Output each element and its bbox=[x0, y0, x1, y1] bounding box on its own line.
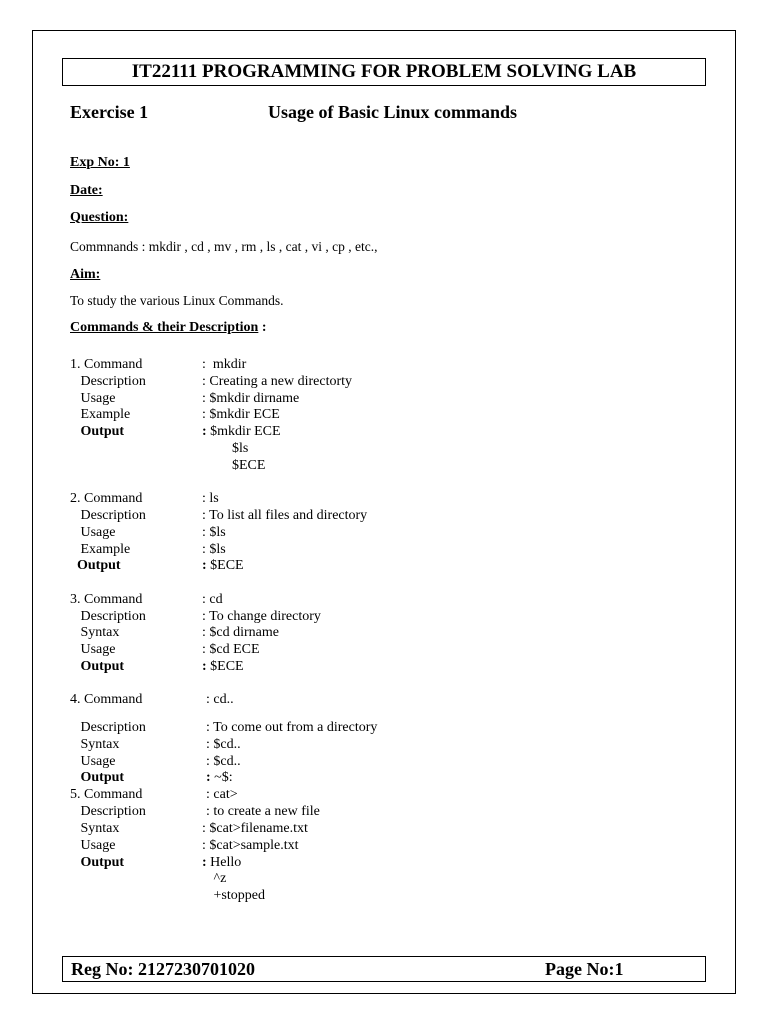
reg-number: Reg No: 2127230701020 bbox=[71, 959, 255, 979]
command-row-key: 1. Command bbox=[70, 357, 143, 372]
command-row bbox=[70, 786, 670, 803]
command-row-key: Description bbox=[70, 508, 146, 523]
aim-label: Aim: bbox=[70, 267, 101, 282]
command-row-key: Output bbox=[70, 424, 125, 439]
output-value: $mkdir ECE bbox=[206, 424, 281, 439]
exp-no-label: Exp No: 1 bbox=[70, 155, 130, 170]
output-colon: : bbox=[202, 558, 207, 573]
command-row bbox=[70, 803, 670, 820]
command-row-key: Syntax bbox=[70, 737, 120, 752]
command-row-value: : $cd ECE bbox=[202, 642, 260, 657]
command-row bbox=[70, 423, 670, 440]
command-row bbox=[70, 356, 670, 373]
output-value: ~$: bbox=[210, 770, 233, 785]
command-row bbox=[70, 658, 670, 675]
command-row-key: Output bbox=[70, 558, 121, 573]
output-colon: : bbox=[202, 855, 207, 870]
command-row-value bbox=[202, 557, 244, 574]
command-row-key: Syntax bbox=[70, 821, 120, 836]
course-title-text: IT22111 PROGRAMMING FOR PROBLEM SOLVING LAB bbox=[131, 61, 637, 82]
exercise-number: Exercise 1 bbox=[70, 102, 149, 122]
command-row bbox=[70, 608, 670, 625]
command-row-key: Description bbox=[70, 804, 146, 819]
command-row bbox=[70, 507, 670, 524]
command-row-key: Description bbox=[70, 720, 146, 735]
command-row-key: 4. Command bbox=[70, 692, 143, 707]
command-row-value: : mkdir bbox=[202, 357, 247, 372]
footer bbox=[62, 956, 706, 982]
command-row-key: 3. Command bbox=[70, 592, 143, 607]
output-colon: : bbox=[202, 424, 207, 439]
commands-heading-text: Commands & their Description bbox=[70, 320, 259, 335]
command-row-value: : ls bbox=[202, 491, 219, 506]
command-row-value: : $cat>filename.txt bbox=[202, 821, 308, 836]
command-row-value bbox=[202, 854, 241, 871]
command-row-value: : To come out from a directory bbox=[206, 720, 378, 735]
command-row bbox=[70, 541, 670, 558]
command-row-value: $ls bbox=[218, 441, 249, 456]
command-row-value: +stopped bbox=[210, 888, 265, 903]
command-row-value bbox=[202, 658, 244, 675]
command-row bbox=[70, 373, 670, 390]
page-number: Page No:1 bbox=[545, 959, 624, 979]
command-row-key: Example bbox=[70, 542, 131, 557]
command-row bbox=[70, 557, 670, 574]
command-row-value: : to create a new file bbox=[206, 804, 320, 819]
command-row-key: Syntax bbox=[70, 625, 120, 640]
commands-heading-suffix: : bbox=[258, 320, 267, 335]
command-row-value: : cat> bbox=[206, 787, 238, 802]
date-label: Date: bbox=[70, 183, 103, 198]
command-row-value: : $cd.. bbox=[206, 737, 241, 752]
command-row bbox=[70, 390, 670, 407]
command-row-value: : cd bbox=[202, 592, 223, 607]
output-value: Hello bbox=[206, 855, 242, 870]
command-row-key: Usage bbox=[70, 642, 116, 657]
command-row bbox=[70, 887, 670, 904]
command-row-key: Description bbox=[70, 374, 146, 389]
command-row-key: Usage bbox=[70, 391, 116, 406]
command-row-key: Usage bbox=[70, 754, 116, 769]
command-row-key: Usage bbox=[70, 525, 116, 540]
command-row bbox=[70, 769, 670, 786]
course-title bbox=[62, 58, 706, 86]
command-row bbox=[70, 837, 670, 854]
command-row-value: : To list all files and directory bbox=[202, 508, 368, 523]
question-label: Question: bbox=[70, 210, 129, 225]
exercise-title: Usage of Basic Linux commands bbox=[268, 102, 518, 122]
command-row-value: : $cd.. bbox=[206, 754, 241, 769]
command-row-value: $ECE bbox=[218, 458, 266, 473]
command-row-value bbox=[202, 423, 281, 440]
command-row bbox=[70, 591, 670, 608]
command-row-key: Example bbox=[70, 407, 131, 422]
aim-text: To study the various Linux Commands. bbox=[70, 293, 284, 308]
command-row-value: ^z bbox=[210, 871, 227, 886]
command-row bbox=[70, 406, 670, 423]
output-value: $ECE bbox=[206, 558, 244, 573]
command-row-key: Output bbox=[70, 659, 125, 674]
command-row bbox=[70, 624, 670, 641]
command-row bbox=[70, 719, 670, 736]
command-row-key: 5. Command bbox=[70, 787, 143, 802]
command-row bbox=[70, 820, 670, 837]
command-row bbox=[70, 691, 670, 708]
commands-heading bbox=[70, 320, 267, 336]
command-row bbox=[70, 457, 670, 474]
command-row bbox=[70, 854, 670, 871]
command-row-value: : $cd dirname bbox=[202, 625, 279, 640]
command-row-key: Output bbox=[70, 770, 125, 785]
command-row bbox=[70, 524, 670, 541]
command-row bbox=[70, 440, 670, 457]
output-colon: : bbox=[202, 659, 207, 674]
command-row bbox=[70, 641, 670, 658]
question-text: Commnands : mkdir , cd , mv , rm , ls , cat , vi , cp , etc., bbox=[70, 239, 378, 254]
command-row bbox=[70, 490, 670, 507]
command-row-key: 2. Command bbox=[70, 491, 143, 506]
command-row-value: : Creating a new directorty bbox=[202, 374, 353, 389]
command-row-key: Usage bbox=[70, 838, 116, 853]
command-row-value: : $cat>sample.txt bbox=[202, 838, 299, 853]
command-row bbox=[70, 753, 670, 770]
command-row-value: : $mkdir dirname bbox=[202, 391, 300, 406]
output-colon: : bbox=[206, 770, 211, 785]
command-row-key: Description bbox=[70, 609, 146, 624]
command-row-value bbox=[206, 769, 233, 786]
command-row-value: : $ls bbox=[202, 542, 226, 557]
command-row-value: : cd.. bbox=[206, 692, 234, 707]
command-row bbox=[70, 870, 670, 887]
command-row-value: : $ls bbox=[202, 525, 226, 540]
command-row bbox=[70, 736, 670, 753]
command-row-key: Output bbox=[70, 855, 125, 870]
command-row-value: : $mkdir ECE bbox=[202, 407, 280, 422]
command-row-value: : To change directory bbox=[202, 609, 321, 624]
output-value: $ECE bbox=[206, 659, 244, 674]
